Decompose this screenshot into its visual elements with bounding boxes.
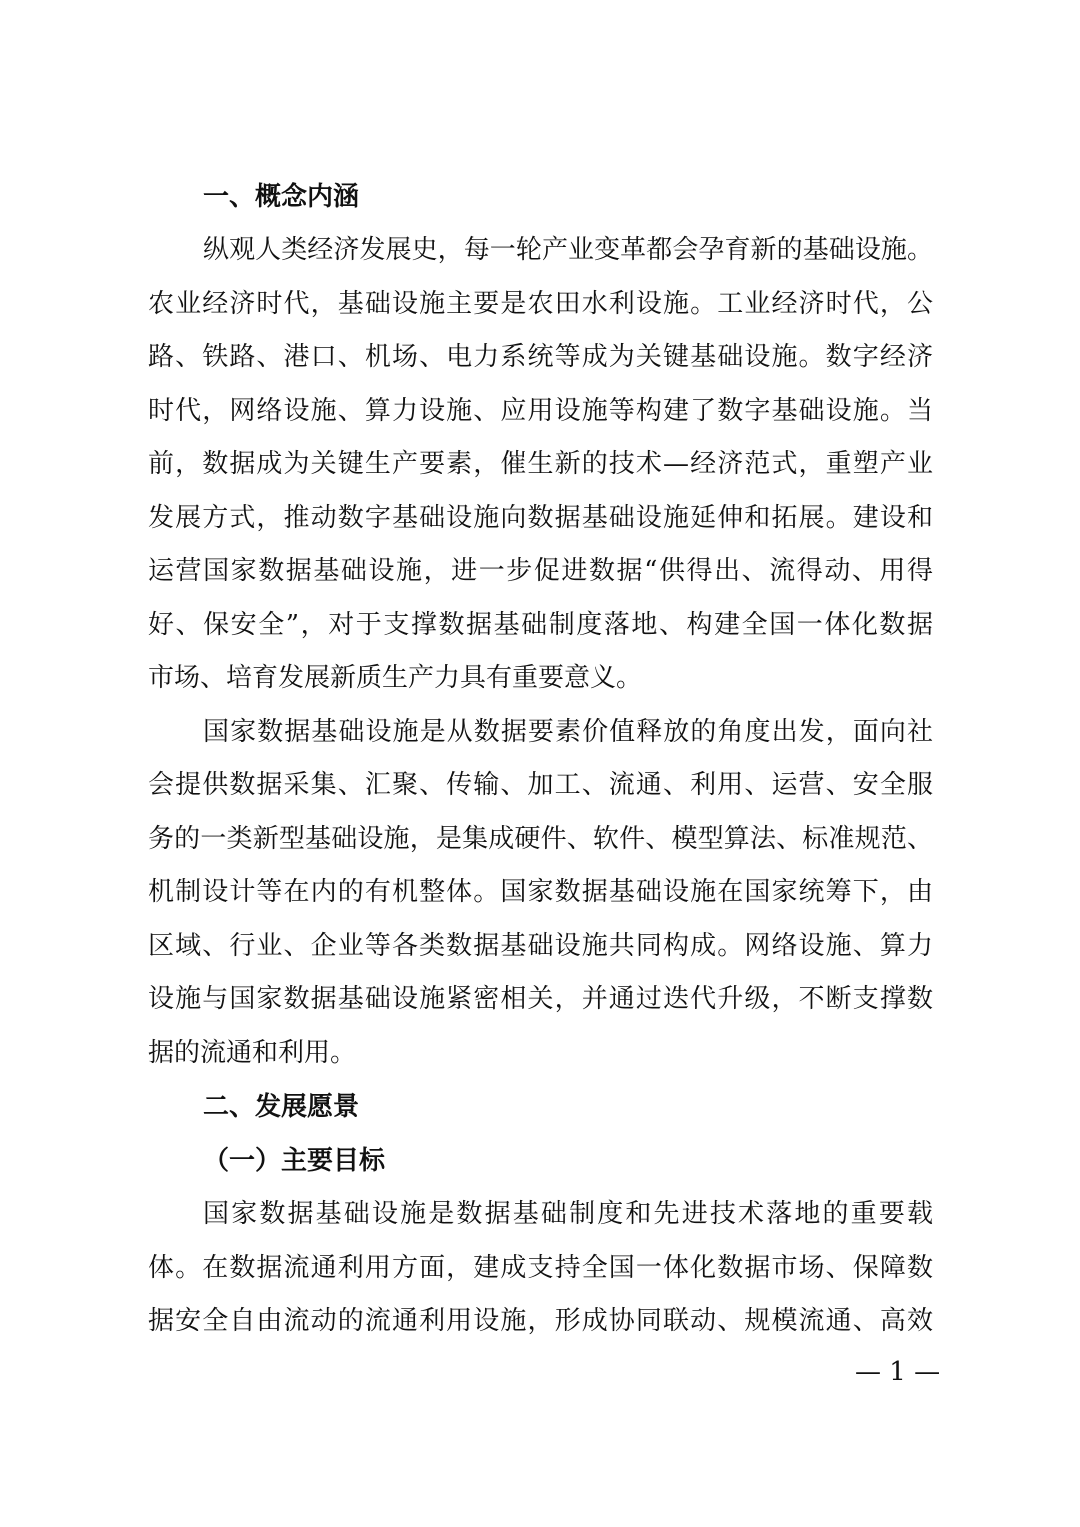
text-line: 时代，网络设施、算力设施、应用设施等构建了数字基础设施。当 <box>148 395 933 426</box>
paragraph-concept-definition <box>148 706 933 1081</box>
text-line: 机制设计等在内的有机整体。国家数据基础设施在国家统筹下，由 <box>148 877 933 907</box>
text-line: 路、铁路、港口、机场、电力系统等成为关键基础设施。数字经济 <box>148 342 933 372</box>
text-line: 据的流通和利用。 <box>148 1037 357 1068</box>
text-line: 发展方式，推动数字基础设施向数据基础设施延伸和拓展。建设和 <box>148 502 933 533</box>
text-line: 好、保安全”，对于支撑数据基础制度落地、构建全国一体化数据 <box>148 609 933 640</box>
section-heading-vision: 二、发展愿景 <box>203 1092 360 1122</box>
text-line: 运营国家数据基础设施，进一步促进数据“供得出、流得动、用得 <box>148 556 933 586</box>
document-body <box>148 170 933 1349</box>
page-number: — 1 — <box>855 1357 941 1387</box>
text-line: 市场、培育发展新质生产力具有重要意义。 <box>148 663 643 693</box>
text-line: 设施与国家数据基础设施紧密相关，并通过迭代升级，不断支撑数 <box>148 984 933 1014</box>
text-line: 国家数据基础设施是数据基础制度和先进技术落地的重要载 <box>203 1199 933 1229</box>
text-line: 区域、行业、企业等各类数据基础设施共同构成。网络设施、算力 <box>148 930 933 961</box>
text-line: 务的一类新型基础设施，是集成硬件、软件、模型算法、标准规范、 <box>148 823 933 854</box>
text-line: 前，数据成为关键生产要素，催生新的技术—经济范式，重塑产业 <box>148 449 933 479</box>
text-line: 据安全自由流动的流通利用设施，形成协同联动、规模流通、高效 <box>148 1306 933 1336</box>
text-line: 体。在数据流通利用方面，建成支持全国一体化数据市场、保障数 <box>148 1252 933 1283</box>
text-line: 农业经济时代，基础设施主要是农田水利设施。工业经济时代，公 <box>148 288 933 319</box>
subsection-heading-goals: （一）主要目标 <box>203 1146 386 1176</box>
text-line: 纵观人类经济发展史，每一轮产业变革都会孕育新的基础设施。 <box>203 235 933 265</box>
section-heading-concept: 一、概念内涵 <box>203 182 360 212</box>
paragraph-goals <box>148 1188 933 1349</box>
paragraph-concept-history <box>148 224 933 706</box>
text-line: 国家数据基础设施是从数据要素价值释放的角度出发，面向社 <box>203 716 933 747</box>
text-line: 会提供数据采集、汇聚、传输、加工、流通、利用、运营、安全服 <box>148 770 933 800</box>
